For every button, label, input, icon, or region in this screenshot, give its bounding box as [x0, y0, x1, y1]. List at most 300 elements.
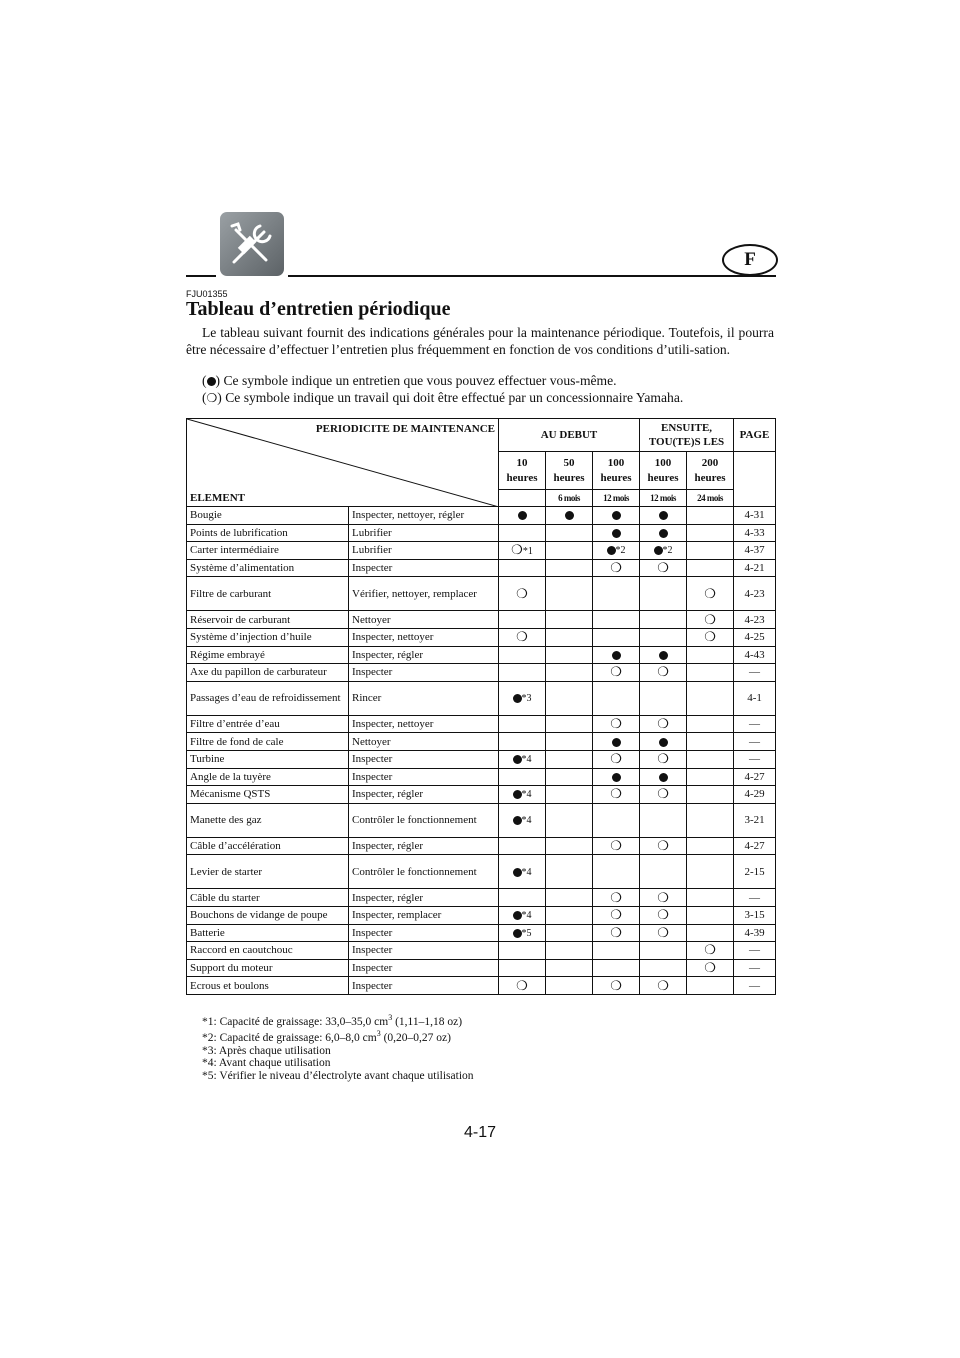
interval-cell — [499, 542, 546, 560]
table-row — [187, 715, 776, 733]
interval-cell — [640, 889, 687, 907]
interval-cell — [640, 942, 687, 960]
page-ref-cell: 4-23 — [734, 577, 776, 611]
element-cell: Mécanisme QSTS — [187, 786, 349, 804]
page-ref-cell: 4-39 — [734, 924, 776, 942]
interval-cell — [499, 577, 546, 611]
page-number: 4-17 — [463, 1124, 497, 1141]
action-cell: Inspecter, nettoyer — [349, 715, 499, 733]
interval-cell — [499, 906, 546, 924]
intro-paragraph: Le tableau suivant fournit des indications générales pour la maintenance périodique. Toutefois, il pourra être nécessaire d’effectuer l’entretien plus fréquemment en fonction de vos conditions d’utili-sation. — [186, 325, 774, 357]
half-circle-icon: ❍ — [704, 611, 716, 627]
table-row — [187, 942, 776, 960]
interval-cell — [499, 977, 546, 995]
interval-cell — [593, 715, 640, 733]
interval-cell — [546, 906, 593, 924]
page-ref-cell: 4-31 — [734, 507, 776, 525]
interval-cell — [640, 768, 687, 786]
action-cell: Lubrifier — [349, 524, 499, 542]
table-row — [187, 837, 776, 855]
half-circle-icon: ❍ — [704, 629, 716, 645]
page-ref-cell: 4-29 — [734, 786, 776, 804]
interval-cell — [687, 959, 734, 977]
filled-circle-icon — [659, 651, 668, 660]
action-cell: Inspecter, régler — [349, 786, 499, 804]
filled-circle-icon — [659, 738, 668, 747]
interval-cell — [593, 924, 640, 942]
footnote-ref: *4 — [521, 754, 532, 766]
action-cell: Nettoyer — [349, 611, 499, 629]
action-cell: Lubrifier — [349, 542, 499, 560]
table-row — [187, 507, 776, 525]
page-ref-cell: 4-43 — [734, 646, 776, 664]
table-row — [187, 733, 776, 751]
header-element: ELEMENT — [190, 492, 246, 504]
element-cell: Câble du starter — [187, 889, 349, 907]
table-row — [187, 664, 776, 682]
interval-cell — [640, 507, 687, 525]
footnote — [202, 1028, 474, 1044]
filled-circle-icon — [513, 816, 522, 825]
interval-cell — [640, 906, 687, 924]
interval-cell — [687, 942, 734, 960]
footnote-ref: *2 — [615, 545, 626, 557]
interval-cell — [593, 524, 640, 542]
interval-cell — [593, 855, 640, 889]
interval-cell — [546, 611, 593, 629]
half-circle-icon: ❍ — [657, 977, 669, 993]
interval-cell — [687, 750, 734, 768]
half-circle-icon: ❍ — [610, 889, 622, 905]
table-row — [187, 577, 776, 611]
interval-cell — [546, 646, 593, 664]
half-circle-icon: ❍ — [610, 664, 622, 680]
header-24mois: 24 mois — [687, 490, 734, 507]
page-ref-cell: 4-37 — [734, 542, 776, 560]
element-cell: Axe du papillon de carburateur — [187, 664, 349, 682]
footnote-ref: *2 — [662, 545, 673, 557]
footnote-sup: 3 — [388, 1013, 393, 1022]
element-cell: Batterie — [187, 924, 349, 942]
interval-cell — [687, 628, 734, 646]
interval-cell — [593, 768, 640, 786]
half-circle-icon: ❍ — [610, 560, 622, 576]
footnote-ref: *5 — [521, 927, 532, 939]
header-50h: 50 heures — [546, 452, 593, 490]
interval-cell — [640, 715, 687, 733]
half-circle-icon: ❍ — [657, 924, 669, 940]
interval-cell — [687, 646, 734, 664]
filled-circle-icon — [612, 738, 621, 747]
page-ref-cell: 3-15 — [734, 906, 776, 924]
interval-cell — [640, 803, 687, 837]
filled-circle-icon — [612, 529, 621, 538]
interval-cell — [499, 803, 546, 837]
element-cell: Angle de la tuyère — [187, 768, 349, 786]
interval-cell — [593, 507, 640, 525]
action-cell: Inspecter, nettoyer, régler — [349, 507, 499, 525]
half-circle-icon: ❍ — [610, 924, 622, 940]
action-cell: Contrôler le fonctionnement — [349, 803, 499, 837]
filled-circle-icon — [207, 377, 216, 386]
interval-cell — [687, 507, 734, 525]
element-cell: Câble d’accélération — [187, 837, 349, 855]
interval-cell — [593, 733, 640, 751]
table-row — [187, 559, 776, 577]
header-diagonal-cell — [187, 419, 499, 507]
footnote-text: *2: Capacité de graissage: 6,0–8,0 cm — [202, 1032, 377, 1045]
interval-cell — [593, 837, 640, 855]
half-circle-icon: ❍ — [610, 716, 622, 732]
interval-cell — [499, 681, 546, 715]
interval-cell — [687, 524, 734, 542]
interval-cell — [593, 542, 640, 560]
header-page-blank — [734, 452, 776, 507]
interval-cell — [499, 889, 546, 907]
half-circle-icon: ❍ — [516, 585, 528, 601]
action-cell: Inspecter — [349, 559, 499, 577]
interval-cell — [499, 733, 546, 751]
language-badge: F — [722, 244, 778, 276]
header-rule-left — [186, 275, 216, 277]
footnote-text: *5: Vérifier le niveau d’électrolyte avant chaque utilisation — [202, 1070, 474, 1083]
table-row — [187, 524, 776, 542]
interval-cell — [499, 715, 546, 733]
interval-cell — [687, 733, 734, 751]
interval-cell — [687, 542, 734, 560]
filled-circle-icon — [654, 546, 663, 555]
interval-cell — [593, 628, 640, 646]
legend-full: ( ) Ce symbole indique un entretien que vous pouvez effectuer vous-même. — [202, 373, 617, 388]
filled-circle-icon — [513, 755, 522, 764]
footnote-ref: *1 — [522, 546, 533, 558]
interval-cell — [640, 664, 687, 682]
table-row — [187, 681, 776, 715]
interval-cell — [687, 715, 734, 733]
interval-cell — [687, 681, 734, 715]
interval-cell — [687, 768, 734, 786]
interval-cell — [546, 803, 593, 837]
table-body — [187, 507, 776, 995]
half-circle-icon: ❍ — [657, 751, 669, 767]
action-cell: Inspecter — [349, 942, 499, 960]
footnote — [202, 1057, 474, 1070]
footnote-text: *1: Capacité de graissage: 33,0–35,0 cm — [202, 1015, 389, 1028]
page-ref-cell: 4-27 — [734, 768, 776, 786]
element-cell: Filtre de fond de cale — [187, 733, 349, 751]
interval-cell — [640, 542, 687, 560]
action-cell: Inspecter — [349, 924, 499, 942]
interval-cell — [640, 646, 687, 664]
half-circle-icon: ❍ — [610, 977, 622, 993]
element-cell: Système d’injection d’huile — [187, 628, 349, 646]
table-row — [187, 646, 776, 664]
interval-cell — [593, 959, 640, 977]
page-ref-cell: — — [734, 959, 776, 977]
filled-circle-icon — [659, 529, 668, 538]
interval-cell — [593, 977, 640, 995]
interval-cell — [499, 786, 546, 804]
footnote — [202, 1045, 474, 1058]
interval-cell — [546, 681, 593, 715]
interval-cell — [593, 559, 640, 577]
action-cell: Inspecter, remplacer — [349, 906, 499, 924]
table-row — [187, 924, 776, 942]
element-cell: Ecrous et boulons — [187, 977, 349, 995]
filled-circle-icon — [513, 694, 522, 703]
action-cell: Inspecter — [349, 977, 499, 995]
half-circle-icon: ❍ — [516, 629, 528, 645]
interval-cell — [546, 977, 593, 995]
footnote — [202, 1012, 474, 1028]
page-ref-cell: 3-21 — [734, 803, 776, 837]
action-cell: Inspecter, régler — [349, 646, 499, 664]
interval-cell — [546, 924, 593, 942]
interval-cell — [499, 855, 546, 889]
interval-cell — [499, 611, 546, 629]
interval-cell — [499, 837, 546, 855]
interval-cell — [640, 681, 687, 715]
action-cell: Inspecter — [349, 664, 499, 682]
action-cell: Inspecter — [349, 750, 499, 768]
interval-cell — [687, 786, 734, 804]
header-100h-b: 100 heures — [640, 452, 687, 490]
interval-cell — [640, 750, 687, 768]
action-cell: Inspecter, régler — [349, 889, 499, 907]
footnote-ref: *4 — [521, 815, 532, 827]
table-row — [187, 611, 776, 629]
footnote-ref: *4 — [521, 789, 532, 801]
filled-circle-icon — [513, 929, 522, 938]
element-cell: Support du moteur — [187, 959, 349, 977]
interval-cell — [640, 959, 687, 977]
action-cell: Vérifier, nettoyer, remplacer — [349, 577, 499, 611]
footnote-text-tail: (0,20–0,27 oz) — [380, 1032, 451, 1045]
interval-cell — [640, 855, 687, 889]
interval-cell — [499, 664, 546, 682]
footnote-ref: *3 — [521, 693, 532, 705]
table-row — [187, 977, 776, 995]
interval-cell — [546, 664, 593, 682]
interval-cell — [640, 628, 687, 646]
page-ref-cell: — — [734, 942, 776, 960]
interval-cell — [499, 524, 546, 542]
element-cell: Turbine — [187, 750, 349, 768]
element-cell: Bouchons de vidange de poupe — [187, 906, 349, 924]
filled-circle-icon — [659, 511, 668, 520]
filled-circle-icon — [612, 773, 621, 782]
interval-cell — [546, 889, 593, 907]
header-200h: 200 heures — [687, 452, 734, 490]
element-cell: Filtre de carburant — [187, 577, 349, 611]
interval-cell — [687, 906, 734, 924]
footnote-ref: *4 — [521, 866, 532, 878]
half-circle-icon: ❍ — [511, 542, 523, 558]
interval-cell — [593, 611, 640, 629]
filled-circle-icon — [518, 511, 527, 520]
interval-cell — [546, 733, 593, 751]
half-circle-icon: ❍ — [657, 786, 669, 802]
interval-cell — [640, 559, 687, 577]
table-row — [187, 959, 776, 977]
half-circle-icon: ❍ — [206, 391, 218, 405]
interval-cell — [640, 733, 687, 751]
filled-circle-icon — [612, 651, 621, 660]
interval-cell — [640, 611, 687, 629]
interval-cell — [499, 924, 546, 942]
element-cell: Manette des gaz — [187, 803, 349, 837]
element-cell: Filtre d’entrée d’eau — [187, 715, 349, 733]
interval-cell — [546, 942, 593, 960]
page-ref-cell: 4-25 — [734, 628, 776, 646]
interval-cell — [499, 750, 546, 768]
interval-cell — [640, 977, 687, 995]
page-ref-cell: — — [734, 664, 776, 682]
half-circle-icon: ❍ — [704, 959, 716, 975]
interval-cell — [640, 924, 687, 942]
interval-cell — [546, 577, 593, 611]
half-circle-icon: ❍ — [657, 716, 669, 732]
page-ref-cell: 4-23 — [734, 611, 776, 629]
table-row — [187, 786, 776, 804]
interval-cell — [499, 768, 546, 786]
interval-cell — [687, 977, 734, 995]
interval-cell — [546, 559, 593, 577]
element-cell: Passages d’eau de refroidissement — [187, 681, 349, 715]
half-circle-icon: ❍ — [657, 889, 669, 905]
element-cell: Réservoir de carburant — [187, 611, 349, 629]
action-cell: Inspecter, régler — [349, 837, 499, 855]
footnote-text: *3: Après chaque utilisation — [202, 1044, 331, 1057]
interval-cell — [687, 889, 734, 907]
header-month-blank — [499, 490, 546, 507]
page-ref-cell: — — [734, 715, 776, 733]
header-periodicite: PERIODICITE DE MAINTENANCE — [315, 423, 495, 435]
half-circle-icon: ❍ — [704, 585, 716, 601]
interval-cell — [546, 542, 593, 560]
half-circle-icon: ❍ — [657, 664, 669, 680]
interval-cell — [546, 855, 593, 889]
interval-cell — [687, 803, 734, 837]
interval-cell — [687, 855, 734, 889]
element-cell: Levier de starter — [187, 855, 349, 889]
action-cell: Nettoyer — [349, 733, 499, 751]
element-cell: Système d’alimentation — [187, 559, 349, 577]
interval-cell — [687, 924, 734, 942]
table-row — [187, 906, 776, 924]
table-row — [187, 855, 776, 889]
interval-cell — [593, 906, 640, 924]
page-ref-cell: — — [734, 733, 776, 751]
page-ref-cell: 4-21 — [734, 559, 776, 577]
interval-cell — [546, 524, 593, 542]
interval-cell — [593, 577, 640, 611]
interval-cell — [499, 646, 546, 664]
interval-cell — [546, 715, 593, 733]
filled-circle-icon — [612, 511, 621, 520]
interval-cell — [546, 507, 593, 525]
interval-cell — [499, 507, 546, 525]
interval-cell — [499, 959, 546, 977]
header-100h-a: 100 heures — [593, 452, 640, 490]
element-cell: Carter intermédiaire — [187, 542, 349, 560]
maintenance-table — [186, 418, 776, 995]
table-row — [187, 628, 776, 646]
footnotes — [202, 1012, 474, 1083]
filled-circle-icon — [513, 790, 522, 799]
half-circle-icon: ❍ — [610, 751, 622, 767]
interval-cell — [499, 628, 546, 646]
action-cell: Rincer — [349, 681, 499, 715]
interval-cell — [687, 837, 734, 855]
interval-cell — [546, 628, 593, 646]
interval-cell — [640, 577, 687, 611]
half-circle-icon: ❍ — [704, 942, 716, 958]
action-cell: Inspecter, nettoyer — [349, 628, 499, 646]
interval-cell — [593, 646, 640, 664]
page-ref-cell: 4-1 — [734, 681, 776, 715]
half-circle-icon: ❍ — [610, 907, 622, 923]
interval-cell — [593, 942, 640, 960]
element-cell: Raccord en caoutchouc — [187, 942, 349, 960]
footnote-text-tail: (1,11–1,18 oz) — [392, 1015, 463, 1028]
interval-cell — [546, 837, 593, 855]
filled-circle-icon — [659, 773, 668, 782]
section-code: FJU01355 — [186, 289, 228, 299]
table-row — [187, 768, 776, 786]
table-row — [187, 889, 776, 907]
legend-half: (❍) Ce symbole indique un travail qui doit être effectué par un concessionnaire Yamaha. — [202, 390, 684, 405]
page-ref-cell: — — [734, 889, 776, 907]
header-rule — [288, 275, 776, 277]
action-cell: Inspecter — [349, 959, 499, 977]
element-cell: Bougie — [187, 507, 349, 525]
interval-cell — [593, 803, 640, 837]
interval-cell — [593, 786, 640, 804]
interval-cell — [546, 786, 593, 804]
half-circle-icon: ❍ — [610, 838, 622, 854]
interval-cell — [640, 524, 687, 542]
interval-cell — [593, 681, 640, 715]
footnote-ref: *4 — [521, 910, 532, 922]
element-cell: Régime embrayé — [187, 646, 349, 664]
header-au-debut: AU DEBUT — [499, 419, 640, 452]
page-ref-cell: — — [734, 750, 776, 768]
interval-cell — [546, 768, 593, 786]
table-row — [187, 750, 776, 768]
interval-cell — [546, 750, 593, 768]
page-ref-cell: — — [734, 977, 776, 995]
half-circle-icon: ❍ — [516, 977, 528, 993]
interval-cell — [593, 750, 640, 768]
header-12mois-a: 12 mois — [593, 490, 640, 507]
header-12mois-b: 12 mois — [640, 490, 687, 507]
interval-cell — [593, 664, 640, 682]
half-circle-icon: ❍ — [657, 907, 669, 923]
interval-cell — [687, 664, 734, 682]
header-6mois: 6 mois — [546, 490, 593, 507]
footnote — [202, 1070, 474, 1083]
half-circle-icon: ❍ — [610, 786, 622, 802]
page-title: Tableau d’entretien périodique — [186, 298, 451, 320]
footnote-sup: 3 — [376, 1029, 381, 1039]
action-cell: Contrôler le fonctionnement — [349, 855, 499, 889]
interval-cell — [546, 959, 593, 977]
footnote-text: *4: Avant chaque utilisation — [202, 1057, 331, 1070]
half-circle-icon: ❍ — [657, 838, 669, 854]
table-row — [187, 542, 776, 560]
page-ref-cell: 4-27 — [734, 837, 776, 855]
